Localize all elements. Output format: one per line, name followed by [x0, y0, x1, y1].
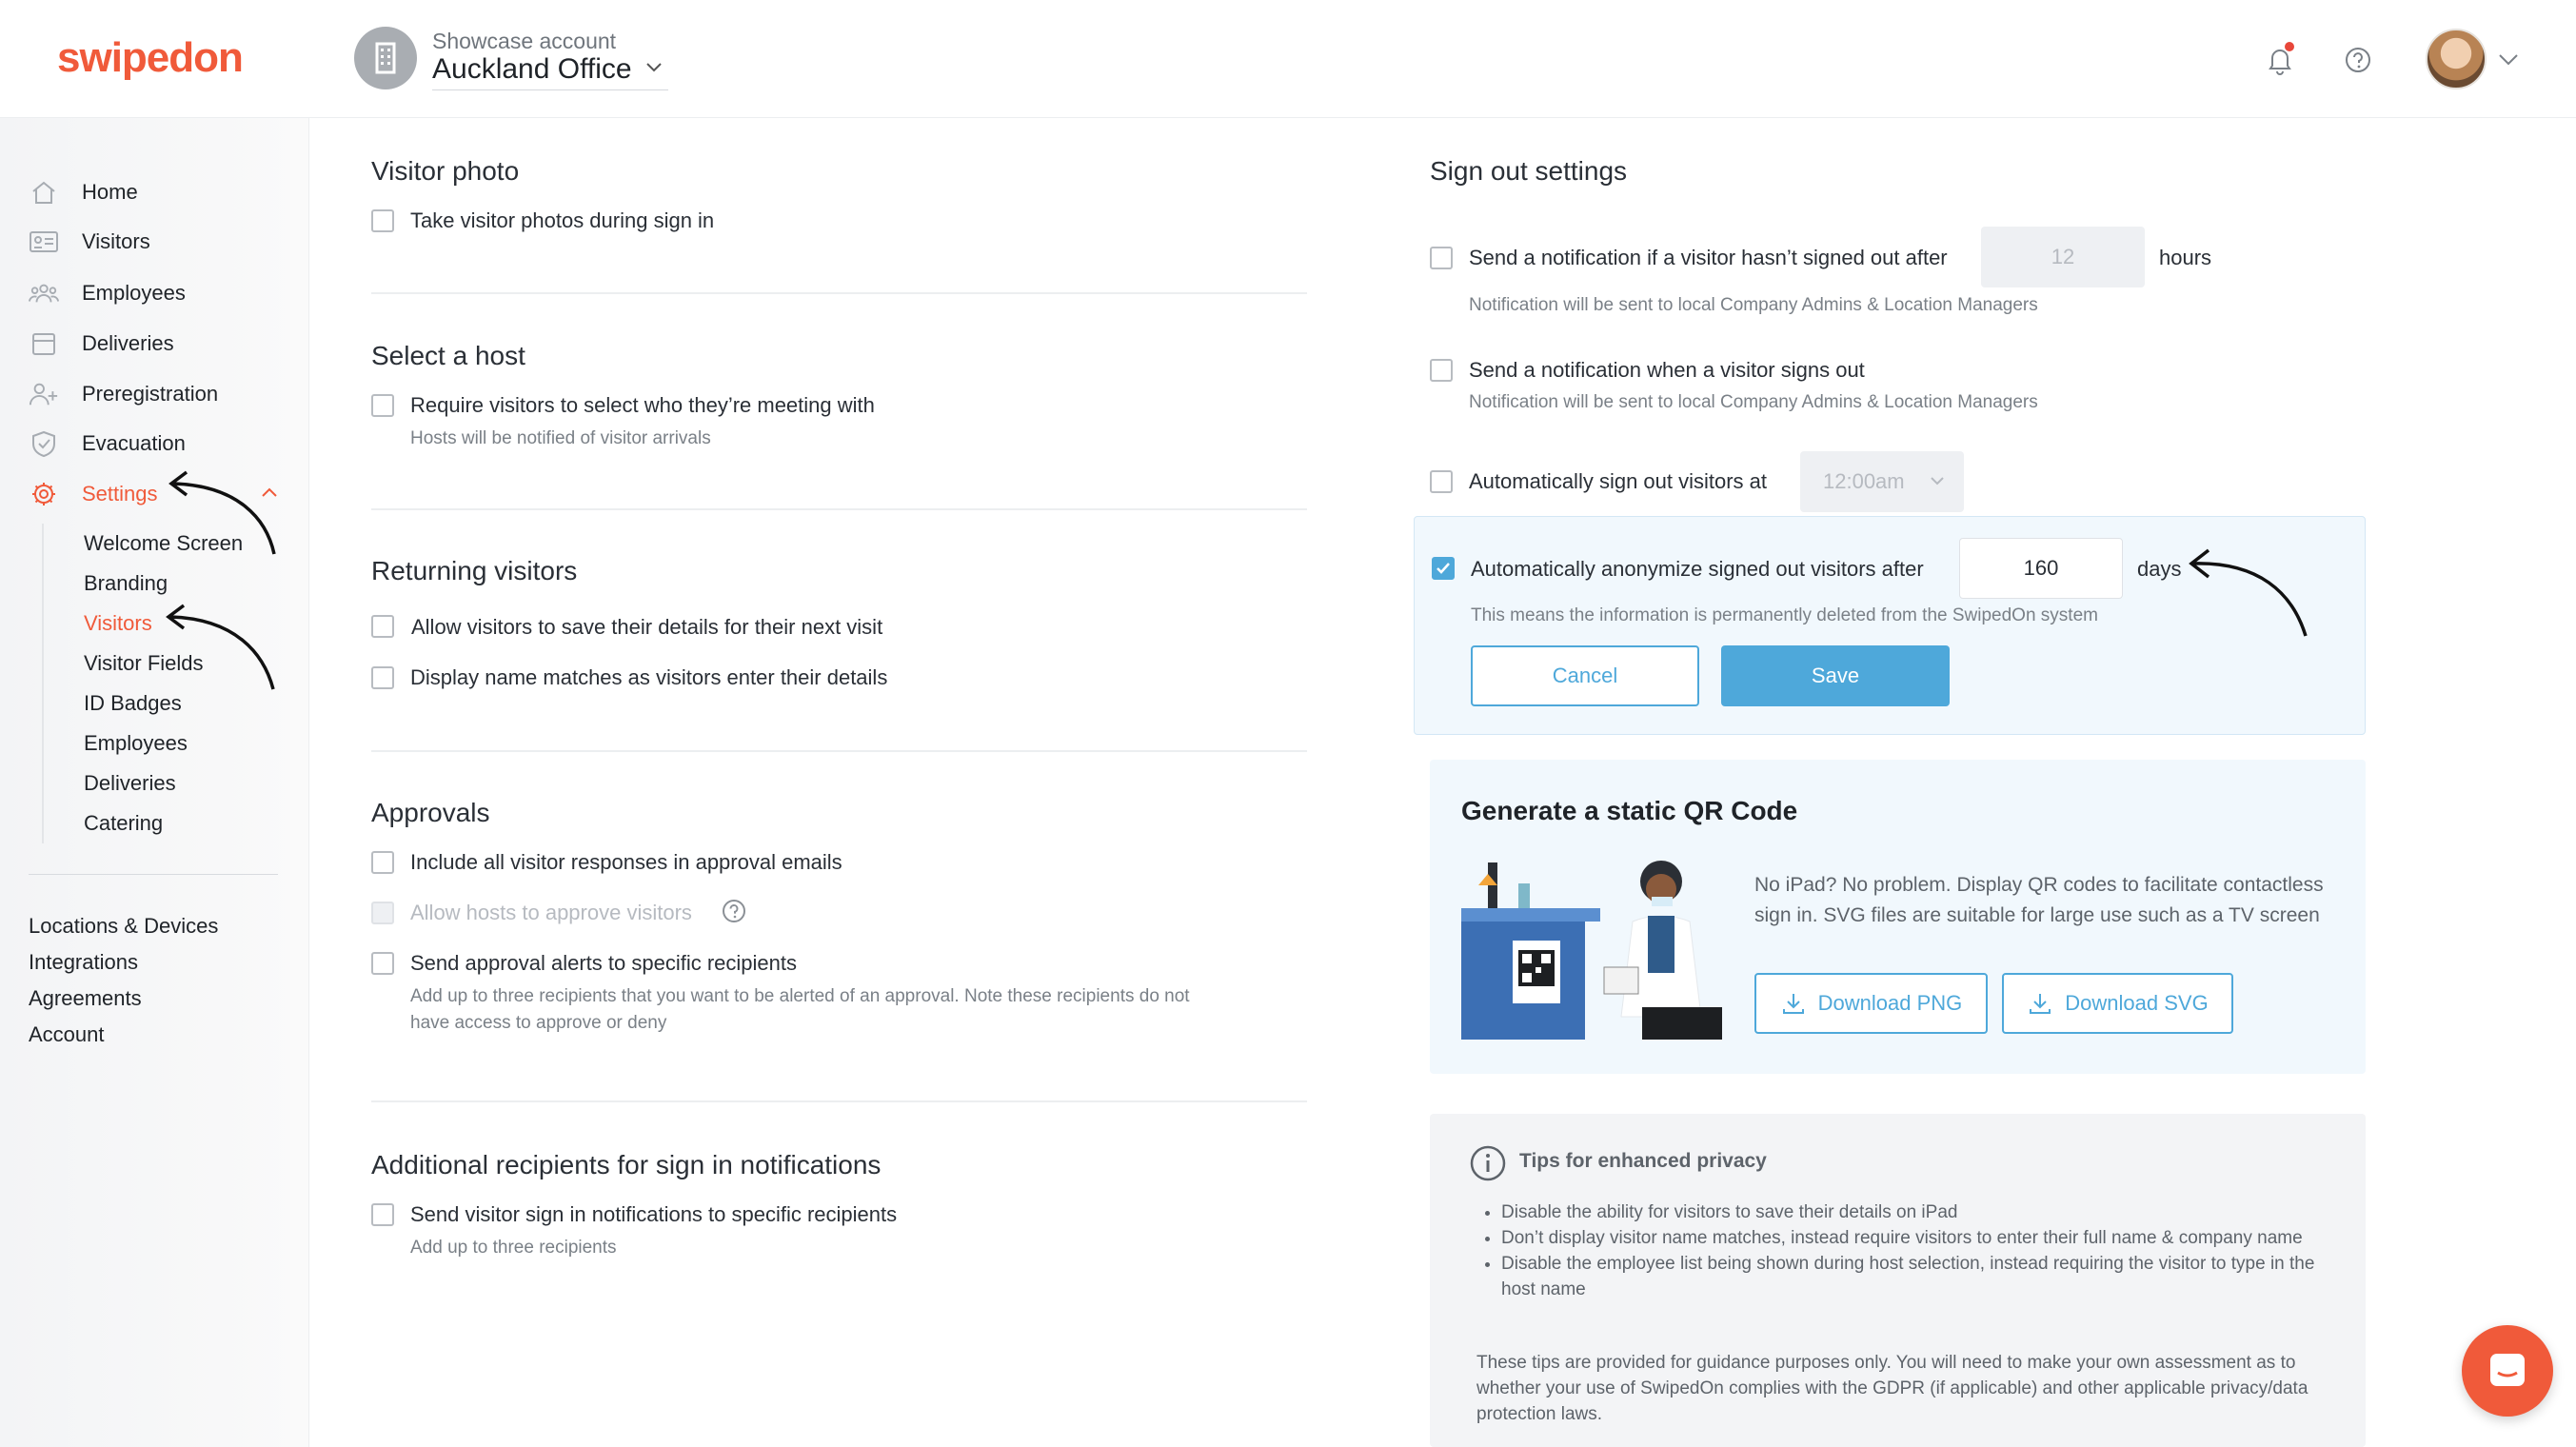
- submenu-line: [42, 524, 44, 843]
- signin-notifications-checkbox[interactable]: [371, 1203, 394, 1226]
- privacy-tips-list: [1480, 1199, 2337, 1302]
- list-item: • Disable the ability for visitors to save their details on iPad: [1501, 1199, 2337, 1225]
- settings-sub-branding[interactable]: Branding: [84, 571, 168, 595]
- settings-sub-id-badges[interactable]: ID Badges: [84, 691, 182, 715]
- chevron-down-icon[interactable]: [645, 61, 663, 78]
- list-item: • Don’t display visitor name matches, instead require visitors to enter their full name & company name: [1501, 1225, 2337, 1251]
- section-divider: [371, 1100, 1307, 1102]
- approval-alerts-label: Send approval alerts to specific recipients: [410, 951, 797, 975]
- download-svg-label: Download SVG: [2065, 991, 2209, 1015]
- check-icon: [1434, 559, 1453, 578]
- download-png-label: Download PNG: [1817, 991, 1963, 1015]
- chat-icon: [2485, 1348, 2530, 1394]
- anonymize-hint: This means the information is permanently deleted from the SwipedOn system: [1471, 605, 2098, 625]
- section-divider: [371, 292, 1307, 294]
- integrations-link[interactable]: Integrations: [29, 950, 138, 974]
- notify-not-signed-out-checkbox[interactable]: [1430, 247, 1453, 269]
- locations-devices-link[interactable]: Locations & Devices: [29, 914, 219, 938]
- auto-signout-time-select: [1800, 451, 1964, 512]
- auto-signout-checkbox[interactable]: [1430, 470, 1453, 493]
- sidebar-item-label: Home: [82, 180, 138, 204]
- reception-illustration: [1461, 855, 1733, 1041]
- shield-icon: [29, 428, 59, 459]
- approval-responses-checkbox[interactable]: [371, 851, 394, 874]
- home-icon: [29, 177, 59, 208]
- account-link[interactable]: Account: [29, 1022, 105, 1046]
- settings-sub-deliveries[interactable]: Deliveries: [84, 771, 176, 795]
- notify-signs-out-label: Send a notification when a visitor signs out: [1469, 358, 1865, 382]
- approvals-heading: Approvals: [371, 798, 490, 827]
- selector-underline: [432, 89, 668, 90]
- section-divider: [371, 508, 1307, 510]
- notification-dot: [2285, 42, 2294, 51]
- notify-signs-out-checkbox[interactable]: [1430, 359, 1453, 382]
- gear-icon: [29, 479, 59, 509]
- download-png-button[interactable]: [1754, 973, 1988, 1034]
- anonymize-label: Automatically anonymize signed out visitors after: [1471, 557, 1924, 581]
- anonymize-days-input[interactable]: 160: [1959, 538, 2123, 599]
- sidebar-item-label: Evacuation: [82, 431, 186, 455]
- help-icon[interactable]: [2344, 46, 2372, 79]
- hosts-approve-checkbox: [371, 902, 394, 924]
- sidebar-item-settings[interactable]: [29, 475, 158, 513]
- chevron-down-icon[interactable]: [2498, 53, 2519, 71]
- additional-recipients-heading: Additional recipients for sign in notifications: [371, 1150, 882, 1179]
- save-details-checkbox[interactable]: [371, 615, 394, 638]
- returning-visitors-heading: Returning visitors: [371, 556, 578, 585]
- sidebar-item-home[interactable]: [29, 173, 138, 211]
- chevron-down-icon: [1930, 476, 1945, 486]
- download-icon: [2027, 990, 2053, 1017]
- help-icon[interactable]: [722, 899, 746, 928]
- cancel-button[interactable]: Cancel: [1471, 645, 1699, 706]
- auto-signout-label: Automatically sign out visitors at: [1469, 469, 1768, 493]
- name-matches-checkbox[interactable]: [371, 666, 394, 689]
- sidebar-item-label: Employees: [82, 281, 186, 305]
- hours-input: 12: [1981, 227, 2145, 287]
- chevron-up-icon[interactable]: [261, 486, 278, 503]
- visitor-photo-checkbox[interactable]: [371, 209, 394, 232]
- sidebar-item-label: Visitors: [82, 229, 150, 253]
- auto-signout-time-value: 12:00am: [1823, 469, 1905, 493]
- download-icon: [1780, 990, 1807, 1017]
- list-item: • Disable the employee list being shown during host selection, instead requiring the visitor to type in the host name: [1501, 1251, 2337, 1302]
- visitor-photo-heading: Visitor photo: [371, 156, 520, 186]
- approval-alerts-hint-cont: have access to approve or deny: [410, 1013, 667, 1033]
- qr-code-heading: Generate a static QR Code: [1461, 796, 1798, 825]
- approval-alerts-checkbox[interactable]: [371, 952, 394, 975]
- chat-button[interactable]: [2462, 1325, 2553, 1417]
- settings-sub-catering[interactable]: Catering: [84, 811, 164, 835]
- name-matches-label: Display name matches as visitors enter their details: [410, 665, 888, 689]
- swipedon-logo[interactable]: swipedon: [57, 34, 243, 81]
- signin-notifications-hint: Add up to three recipients: [410, 1238, 617, 1258]
- select-host-hint: Hosts will be notified of visitor arrivals: [410, 428, 711, 448]
- approval-alerts-hint: Add up to three recipients that you want to be alerted of an approval. Note these recipients do not: [410, 986, 1190, 1006]
- notify-not-signed-out-label: Send a notification if a visitor hasn’t signed out after: [1469, 246, 1948, 269]
- select-host-heading: Select a host: [371, 341, 525, 370]
- location-selector[interactable]: Auckland Office: [432, 53, 632, 85]
- qr-description: No iPad? No problem. Display QR codes to facilitate contactless sign in. SVG files are suitable for large use such as a TV screen: [1754, 874, 2324, 926]
- agreements-link[interactable]: Agreements: [29, 986, 142, 1010]
- settings-sub-visitor-fields[interactable]: Visitor Fields: [84, 651, 204, 675]
- person-add-icon: [29, 379, 59, 409]
- select-host-checkbox[interactable]: [371, 394, 394, 417]
- sidebar-item-label: Preregistration: [82, 382, 219, 406]
- save-details-label: Allow visitors to save their details for their next visit: [411, 615, 883, 639]
- sidebar-item-preregistration[interactable]: [29, 375, 218, 413]
- settings-sub-welcome-screen[interactable]: Welcome Screen: [84, 531, 244, 555]
- sidebar-item-visitors[interactable]: [29, 223, 150, 261]
- save-button[interactable]: Save: [1721, 645, 1950, 706]
- sidebar-divider: [29, 874, 278, 875]
- download-svg-button[interactable]: [2002, 973, 2233, 1034]
- signin-notifications-label: Send visitor sign in notifications to specific recipients: [410, 1202, 898, 1226]
- sidebar-item-evacuation[interactable]: [29, 425, 186, 463]
- sidebar-item-label: Deliveries: [82, 331, 174, 355]
- hosts-approve-label: Allow hosts to approve visitors: [410, 901, 692, 924]
- notify-signs-out-hint: Notification will be sent to local Company Admins & Location Managers: [1469, 392, 2038, 412]
- top-bar: [0, 0, 2576, 118]
- settings-sub-visitors[interactable]: Visitors: [84, 611, 152, 635]
- box-icon: [29, 328, 59, 359]
- notify-not-signed-out-hint: Notification will be sent to local Company Admins & Location Managers: [1469, 295, 2038, 315]
- sidebar-item-employees[interactable]: [29, 274, 186, 312]
- sidebar-item-label: Settings: [82, 482, 158, 505]
- info-icon: [1469, 1144, 1507, 1187]
- select-host-label: Require visitors to select who they’re meeting with: [410, 393, 875, 417]
- approval-responses-label: Include all visitor responses in approval emails: [410, 850, 842, 874]
- visitor-photo-label: Take visitor photos during sign in: [410, 208, 715, 232]
- account-subtitle: Showcase account: [432, 29, 617, 53]
- settings-sub-employees[interactable]: Employees: [84, 731, 188, 755]
- days-unit: days: [2137, 557, 2182, 581]
- id-card-icon: [29, 227, 59, 257]
- privacy-tips-disclaimer: These tips are provided for guidance purposes only. You will need to make your own assessment as to whether your use of SwipedOn complies with the GDPR (if applicable) and other applicable privacy/data protection laws.: [1476, 1353, 2308, 1424]
- avatar[interactable]: [2426, 29, 2487, 89]
- building-icon: [354, 27, 417, 89]
- privacy-tips-heading: Tips for enhanced privacy: [1519, 1150, 1767, 1172]
- people-icon: [29, 278, 59, 308]
- hours-unit: hours: [2159, 246, 2212, 269]
- sidebar-item-deliveries[interactable]: [29, 325, 174, 363]
- sign-out-settings-heading: Sign out settings: [1430, 156, 1628, 186]
- anonymize-checkbox[interactable]: [1432, 557, 1455, 580]
- section-divider: [371, 750, 1307, 752]
